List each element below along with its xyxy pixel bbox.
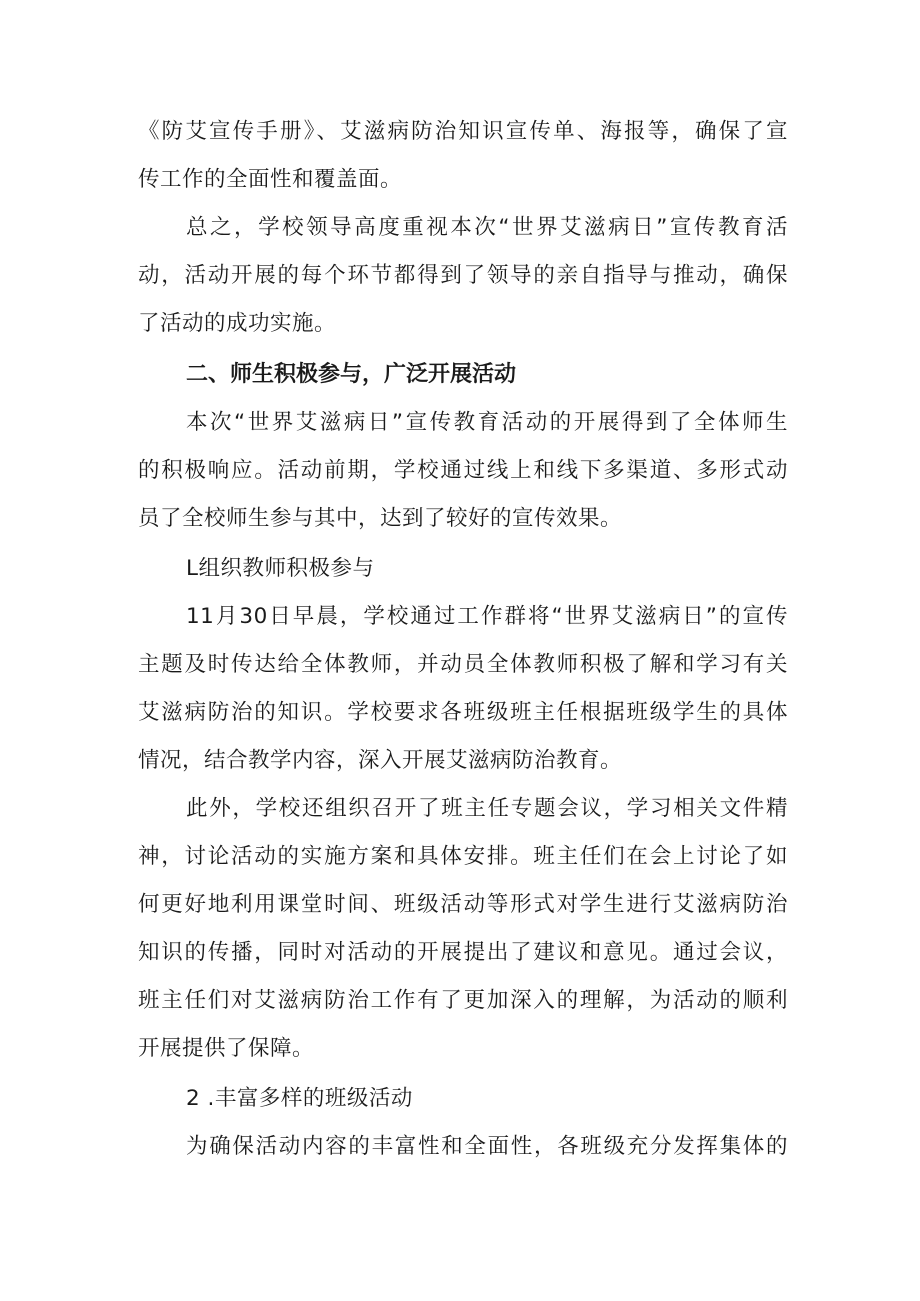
text-line: 《防艾宣传手册》、艾滋病防治知识宣传单、海报等，确保了宣 — [138, 119, 788, 144]
text-line: 为确保活动内容的丰富性和全面性，各班级充分发挥集体的 — [186, 1134, 788, 1159]
text-line: 了活动的成功实施。 — [138, 311, 337, 336]
section-heading: 二、师生积极参与，广泛开展活动 — [186, 362, 517, 387]
text-line: 神，讨论活动的实施方案和具体安排。班主任们在会上讨论了如 — [138, 844, 788, 869]
text-line: 此外，学校还组织召开了班主任专题会议，学习相关文件精 — [186, 796, 788, 821]
text-line: 主题及时传达给全体教师，并动员全体教师积极了解和学习有关 — [138, 652, 788, 677]
text-line: 传工作的全面性和覆盖面。 — [138, 167, 403, 192]
text-line: 员了全校师生参与其中，达到了较好的宣传效果。 — [138, 506, 623, 531]
text-line: 开展提供了保障。 — [138, 1036, 315, 1061]
text-line: 艾滋病防治的知识。学校要求各班级班主任根据班级学生的具体 — [138, 700, 788, 725]
subsection-heading: 2 .丰富多样的班级活动 — [186, 1086, 413, 1111]
text-line: 11月30日早晨，学校通过工作群将“世界艾滋病日”的宣传 — [186, 604, 788, 629]
subsection-heading: L组织教师积极参与 — [186, 556, 375, 581]
text-line: 本次“世界艾滋病日”宣传教育活动的开展得到了全体师生 — [186, 410, 788, 435]
text-line: 知识的传播，同时对活动的开展提出了建议和意见。通过会议， — [138, 940, 788, 965]
text-line: 动，活动开展的每个环节都得到了领导的亲自指导与推动，确保 — [138, 263, 788, 288]
text-line: 的积极响应。活动前期，学校通过线上和线下多渠道、多形式动 — [138, 458, 788, 483]
text-line: 何更好地利用课堂时间、班级活动等形式对学生进行艾滋病防治 — [138, 892, 788, 917]
text-line: 情况，结合教学内容，深入开展艾滋病防治教育。 — [138, 748, 623, 773]
text-line: 总之，学校领导高度重视本次“世界艾滋病日”宣传教育活 — [186, 215, 788, 240]
text-line: 班主任们对艾滋病防治工作有了更加深入的理解，为活动的顺利 — [138, 988, 788, 1013]
